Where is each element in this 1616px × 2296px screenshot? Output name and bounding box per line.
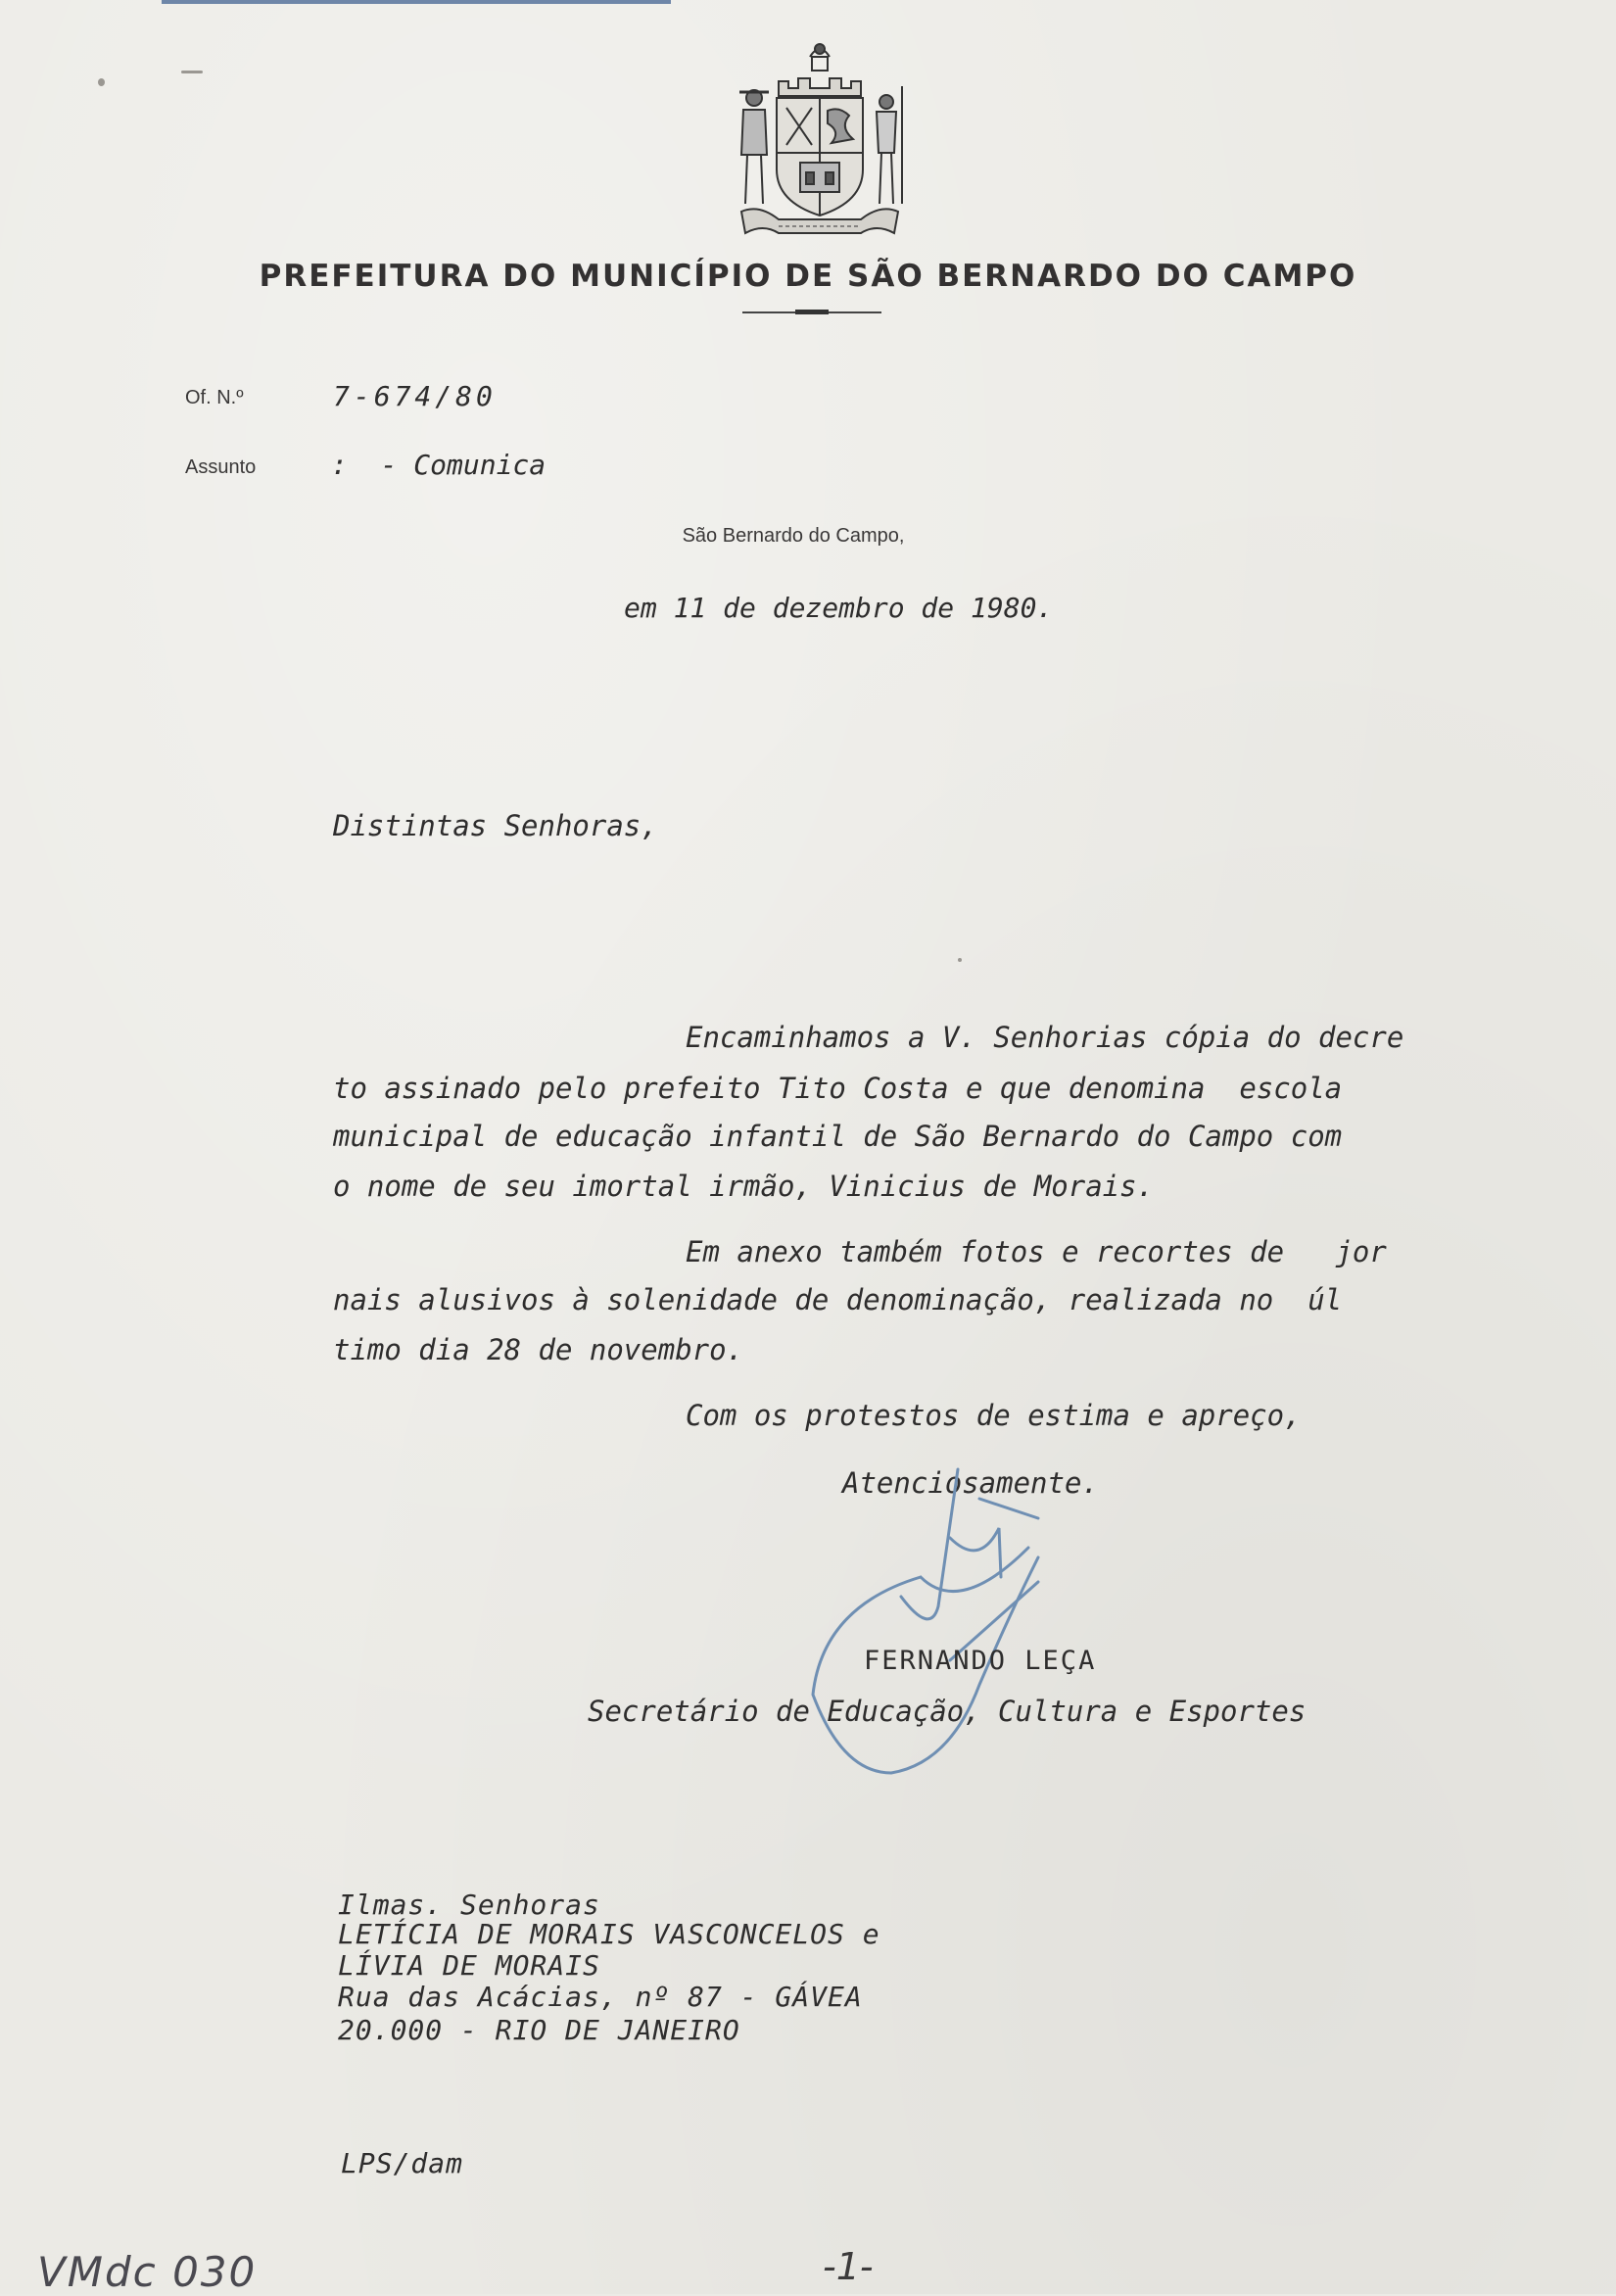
signatory-name: FERNANDO LEÇA (864, 1646, 1097, 1676)
page-number: -1- (823, 2245, 874, 2288)
letter-date: em 11 de dezembro de 1980. (624, 592, 1054, 624)
header-rule-center (795, 310, 829, 314)
closing-line: Com os protestos de estima e apreço, (686, 1399, 1302, 1432)
addressee-line: Ilmas. Senhoras (338, 1889, 600, 1921)
paper-speck (181, 71, 203, 73)
addressee-line: LETÍCIA DE MORAIS VASCONCELOS e (338, 1918, 880, 1950)
top-edge-bar (162, 0, 671, 4)
typist-initials: LPS/dam (341, 2147, 464, 2179)
body-line: to assinado pelo prefeito Tito Costa e que denomina escola (333, 1072, 1343, 1105)
body-line: nais alusivos à solenidade de denominação, realizada no úl (333, 1283, 1343, 1316)
handwritten-signature-icon (784, 1450, 1117, 1783)
addressee-line: 20.000 - RIO DE JANEIRO (338, 2014, 740, 2046)
body-line: Encaminhamos a V. Senhorias cópia do decre (686, 1021, 1404, 1054)
body-line: o nome de seu imortal irmão, Vinicius de Morais. (333, 1170, 1155, 1203)
archive-code: VMdc 030 (37, 2248, 258, 2296)
place-label: São Bernardo do Campo, (682, 525, 905, 547)
addressee-line: Rua das Acácias, nº 87 - GÁVEA (338, 1981, 863, 2013)
body-line: municipal de educação infantil de São Bernardo do Campo com (333, 1120, 1343, 1153)
subject-label: Assunto (185, 456, 257, 478)
closing-salutation: Atenciosamente. (842, 1466, 1099, 1500)
addressee-line: LÍVIA DE MORAIS (338, 1949, 600, 1982)
subject-value: : - Comunica (331, 449, 547, 481)
salutation: Distintas Senhoras, (333, 809, 658, 842)
signatory-title: Secretário de Educação, Cultura e Esportes (588, 1695, 1307, 1728)
office-number-label: Of. N.º (185, 387, 244, 408)
organization-name: PREFEITURA DO MUNICÍPIO DE SÃO BERNARDO DO CAMPO (259, 259, 1357, 294)
paper-speck (958, 958, 962, 962)
body-line: Em anexo também fotos e recortes de jor (686, 1235, 1387, 1268)
coat-of-arms-icon (730, 37, 911, 248)
office-number-value: 7-674/80 (333, 380, 497, 412)
paper-speck (98, 78, 105, 86)
body-line: timo dia 28 de novembro. (333, 1333, 744, 1366)
